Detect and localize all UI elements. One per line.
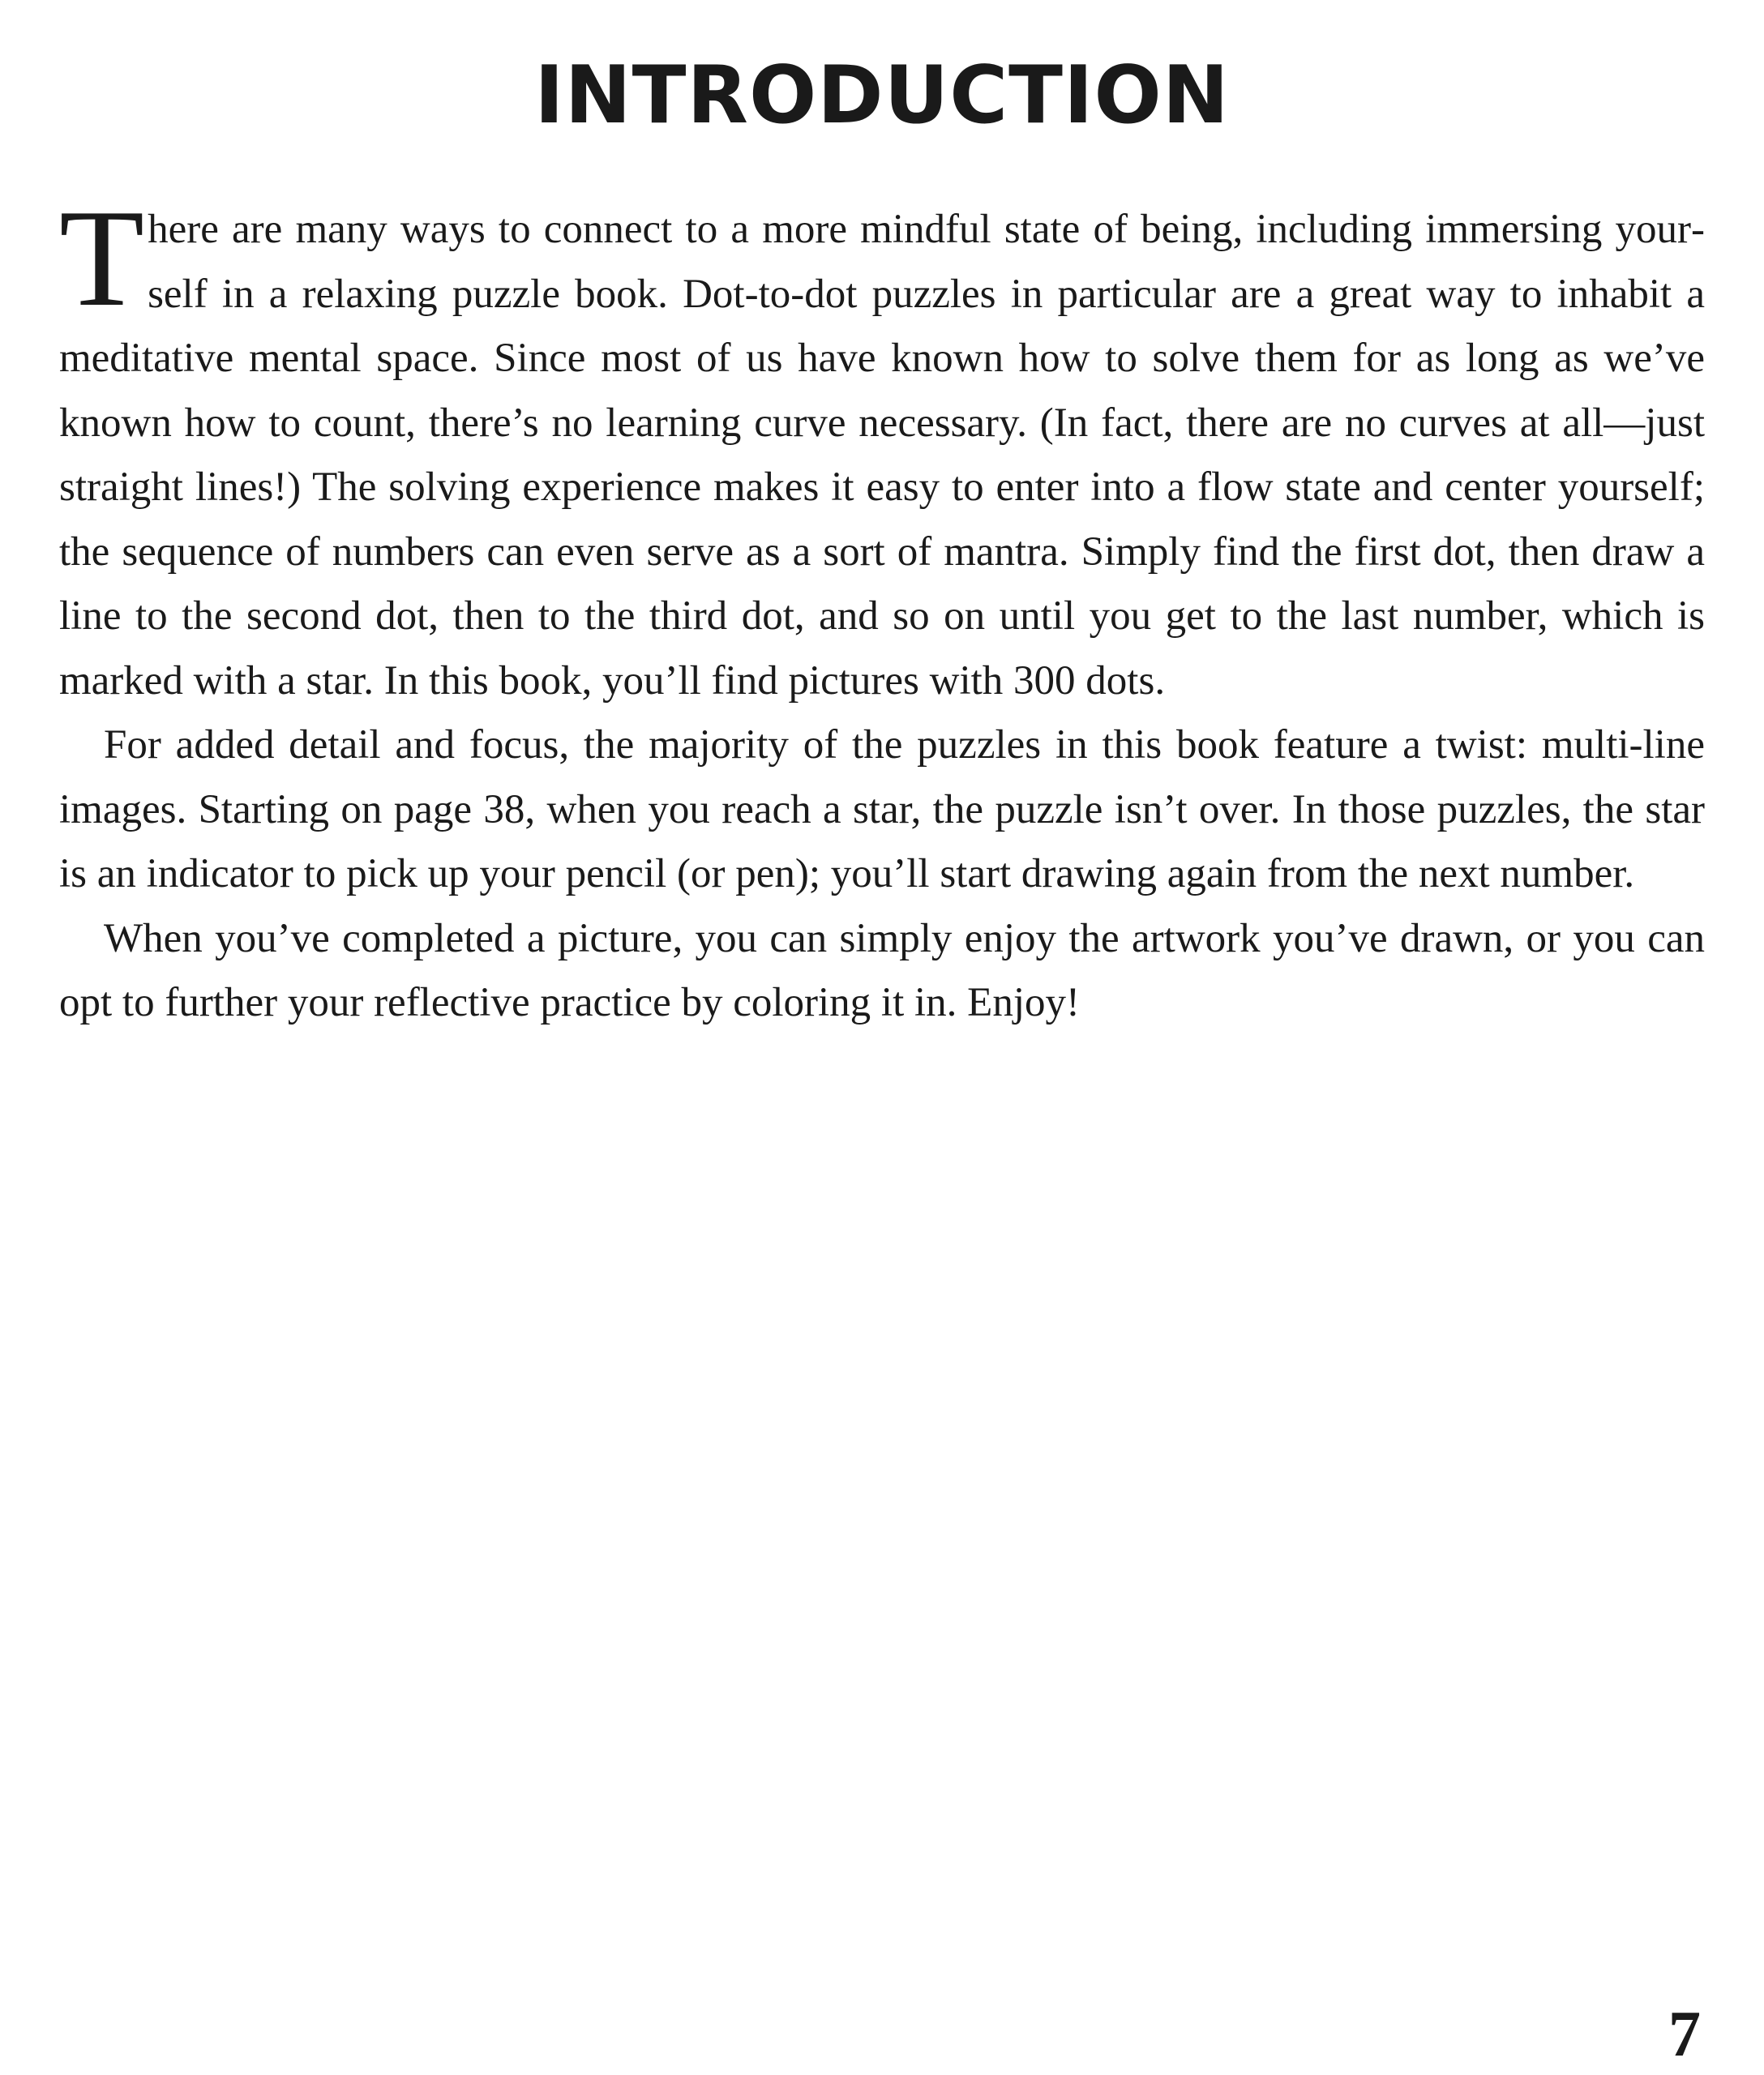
drop-cap: T (59, 182, 145, 336)
paragraph-2: For added detail and focus, the majority of the puzzles in this book feature a twist: multi-line images. Starting on page 38, when you reach a star, the puzzle isn’t over. In those puzzles, the star is an indicator to pick up your pencil (or pen); you’ll start drawing again from the next number. (59, 722, 1705, 896)
page-number: 7 (1668, 1999, 1701, 2070)
paragraph-1 (59, 182, 1705, 713)
page-title: INTRODUCTION (534, 49, 1230, 142)
paragraph-3: When you’ve completed a picture, you can simply enjoy the artwork you’ve drawn, or you can opt to further your reflective practice by coloring it in. Enjoy! (59, 915, 1705, 1025)
intro-body (59, 182, 1705, 1036)
paragraph-1-text: here are many ways to connect to a more mindful state of being, including immersing yourself in a relaxing puzzle book. Dot-to-dot puzzles in particular are a great way to inhabit a meditative mental space. Since most of us have known how to solve them for as long as we’ve known how to count, there’s no learning curve necessary. (In fact, there are no curves at all—just straight lines!) The solving experience makes it easy to enter into a flow state and center yourself; the sequence of numbers can even serve as a sort of mantra. Simply find the first dot, then draw a line to the second dot, then to the third dot, and so on until you get to the last number, which is marked with a star. In this book, you’ll find pictures with 300 dots. (59, 207, 1705, 704)
